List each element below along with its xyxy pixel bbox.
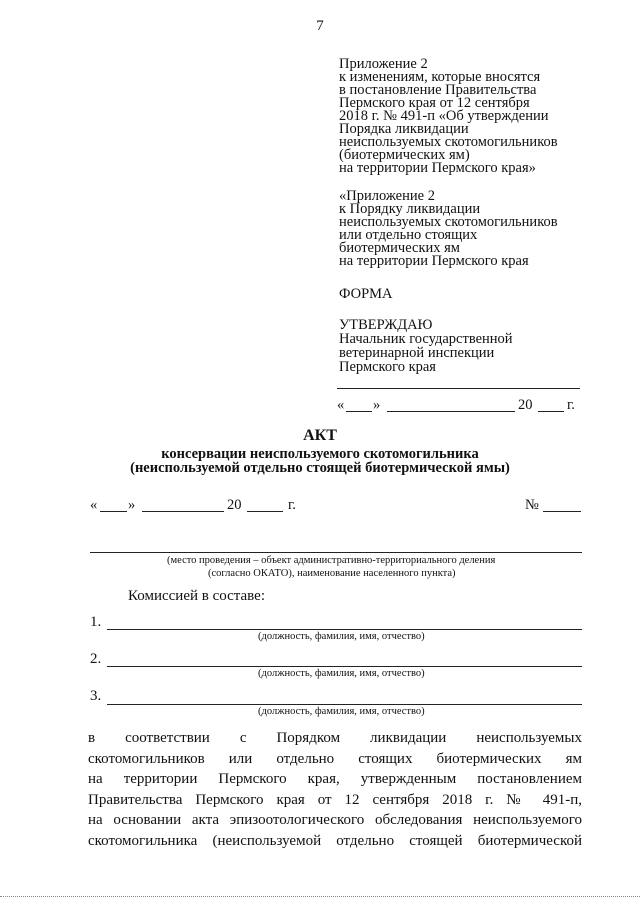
annex-block bbox=[339, 190, 558, 268]
act-day-field[interactable] bbox=[100, 511, 127, 512]
approve-block bbox=[339, 318, 513, 374]
act-number-field[interactable] bbox=[543, 511, 581, 512]
form-label: ФОРМА bbox=[339, 286, 393, 302]
body-line: Правительства Пермского края от 12 сентября 2018 г. № 491-п, bbox=[88, 791, 582, 808]
body-line: в соответствии с Порядком ликвидации неиспользуемых bbox=[88, 730, 582, 746]
appendix-header-line: (биотермических ям) bbox=[339, 147, 470, 163]
member-caption: (должность, фамилия, имя, отчество) bbox=[258, 631, 425, 642]
body-line: скотомогильника (неиспользуемой отдельно стоящей биотермической bbox=[88, 832, 582, 849]
act-subtitle-parenthetical: (неиспользуемой отдельно стоящей биотермической ямы) bbox=[130, 460, 510, 476]
scan-edge-divider bbox=[0, 896, 640, 901]
approve-month-field[interactable] bbox=[387, 411, 515, 412]
approve-line: Начальник государственной bbox=[339, 331, 513, 347]
act-year-field[interactable] bbox=[247, 511, 283, 512]
appendix-header-line: Порядка ликвидации bbox=[339, 121, 469, 137]
approver-signature-line[interactable] bbox=[337, 388, 580, 389]
place-caption-line: (согласно ОКАТО), наименование населенного пункта) bbox=[208, 568, 456, 579]
body-line: скотомогильников или отдельно стоящих биотермических ям bbox=[88, 750, 582, 767]
appendix-header-block bbox=[339, 58, 558, 175]
approve-year-field[interactable] bbox=[538, 411, 564, 412]
approve-year-prefix: 20 bbox=[518, 397, 533, 413]
act-title: АКТ bbox=[303, 427, 337, 444]
commission-label: Комиссией в составе: bbox=[128, 588, 266, 604]
appendix-header-line: к изменениям, которые вносятся bbox=[339, 69, 541, 85]
page-number: 7 bbox=[316, 18, 324, 34]
place-field[interactable] bbox=[90, 552, 582, 553]
member-number: 2. bbox=[90, 651, 102, 667]
act-number-label: № bbox=[525, 497, 539, 513]
body-paragraph bbox=[88, 728, 582, 852]
member-caption: (должность, фамилия, имя, отчество) bbox=[258, 706, 425, 717]
annex-line: неиспользуемых скотомогильников bbox=[339, 214, 558, 230]
member-1-field[interactable] bbox=[107, 629, 582, 630]
annex-line: к Порядку ликвидации bbox=[339, 201, 481, 217]
body-line: на территории Пермского края, утвержденным постановлением bbox=[88, 771, 582, 788]
annex-line: или отдельно стоящих bbox=[339, 227, 478, 243]
approve-line: ветеринарной инспекции bbox=[339, 345, 495, 361]
approve-date-close-quote: » bbox=[373, 397, 381, 413]
act-month-field[interactable] bbox=[142, 511, 224, 512]
appendix-header-line: неиспользуемых скотомогильников bbox=[339, 134, 558, 150]
act-date-open-quote: « bbox=[90, 497, 98, 513]
place-caption-line: (место проведения – объект административно-территориального деления bbox=[167, 555, 496, 566]
appendix-header-line: на территории Пермского края» bbox=[339, 160, 536, 176]
member-caption: (должность, фамилия, имя, отчество) bbox=[258, 668, 425, 679]
approve-line: Пермского края bbox=[339, 359, 436, 375]
member-3-field[interactable] bbox=[107, 704, 582, 705]
approve-day-field[interactable] bbox=[346, 411, 372, 412]
appendix-header-line: Приложение 2 bbox=[339, 56, 428, 72]
approve-line: УТВЕРЖДАЮ bbox=[339, 317, 433, 333]
appendix-header-line: Пермского края от 12 сентября bbox=[339, 95, 530, 111]
annex-line: биотермических ям bbox=[339, 240, 460, 256]
act-date-close-quote: » bbox=[128, 497, 136, 513]
appendix-header-line: в постановление Правительства bbox=[339, 82, 537, 98]
act-year-prefix: 20 bbox=[227, 497, 242, 513]
member-2-field[interactable] bbox=[107, 666, 582, 667]
appendix-header-line: 2018 г. № 491-п «Об утверждении bbox=[339, 108, 549, 124]
approve-date-open-quote: « bbox=[337, 397, 345, 413]
act-year-suffix: г. bbox=[288, 497, 296, 513]
approve-year-suffix: г. bbox=[567, 397, 575, 413]
member-number: 3. bbox=[90, 688, 102, 704]
member-number: 1. bbox=[90, 614, 102, 630]
act-subtitle: консервации неиспользуемого скотомогильника bbox=[161, 446, 479, 462]
body-line: на основании акта эпизоотологического обследования неиспользуемого bbox=[88, 812, 582, 829]
annex-line: «Приложение 2 bbox=[339, 188, 435, 204]
annex-line: на территории Пермского края bbox=[339, 253, 529, 269]
